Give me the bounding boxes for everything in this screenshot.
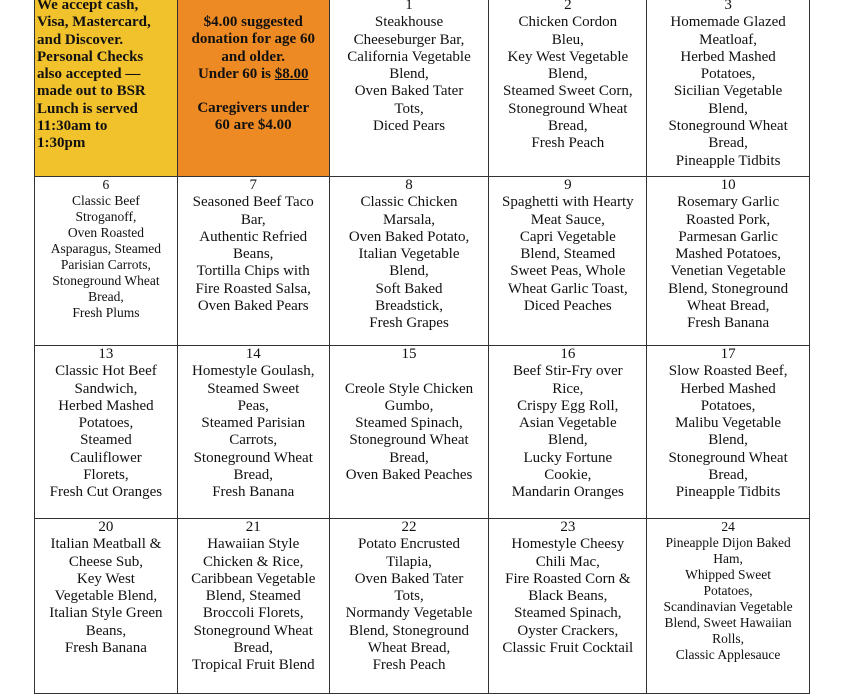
- day-cell-23: [489, 519, 647, 694]
- day-number: 23: [560, 519, 576, 535]
- day-number: 6: [102, 177, 110, 192]
- day-number: 22: [401, 519, 417, 535]
- day-cell-15: [329, 346, 489, 519]
- day-menu: Italian Meatball & Cheese Sub, Key West Vegetable Blend, Italian Style Green Beans, Fresh Banana: [49, 536, 163, 657]
- day-number: 2: [564, 0, 572, 13]
- day-cell-24: [647, 519, 810, 694]
- day-menu: Homestyle Cheesy Chili Mac, Fire Roasted Corn & Black Beans, Steamed Spinach, Oyster Crackers, Classic Fruit Cocktail: [502, 536, 634, 657]
- day-menu: Beef Stir-Fry over Rice, Crispy Egg Roll, Asian Vegetable Blend, Lucky Fortune Cookie, Mandarin Oranges: [511, 363, 624, 501]
- day-menu: Pineapple Dijon Baked Ham, Whipped Sweet Potatoes, Scandinavian Vegetable Blend, Sweet Hawaiian Rolls, Classic Applesauce: [663, 535, 793, 662]
- day-number: 14: [245, 346, 261, 362]
- week-row-1: [35, 0, 810, 177]
- week-row-3: [35, 346, 810, 519]
- day-number: 17: [720, 346, 736, 362]
- day-menu: Seasoned Beef Taco Bar, Authentic Refried Beans, Tortilla Chips with Fire Roasted Salsa, Oven Baked Pears: [192, 194, 314, 315]
- day-number: 7: [249, 177, 257, 193]
- day-cell-20: [35, 519, 178, 694]
- day-number: 1: [405, 0, 413, 13]
- day-menu: Spaghetti with Hearty Meat Sauce, Capri Vegetable Blend, Steamed Sweet Peas, Whole Wheat Garlic Toast, Diced Peaches: [501, 194, 634, 315]
- day-menu: Homemade Glazed Meatloaf, Herbed Mashed Potatoes, Sicilian Vegetable Blend, Stoneground Wheat Bread, Pineapple Tidbits: [668, 14, 788, 169]
- day-cell-22: [329, 519, 489, 694]
- week-row-2: [35, 177, 810, 346]
- day-cell-21: [177, 519, 329, 694]
- day-menu: Rosemary Garlic Roasted Pork, Parmesan Garlic Mashed Potatoes, Venetian Vegetable Blend, Stoneground Wheat Bread, Fresh Banana: [668, 194, 789, 332]
- day-number: 21: [245, 519, 261, 535]
- day-cell-17: [647, 346, 810, 519]
- donation-price: $8.00: [274, 65, 309, 82]
- day-number: 10: [720, 177, 736, 193]
- day-menu: Creole Style Chicken Gumbo, Steamed Spinach, Stoneground Wheat Bread, Oven Baked Peaches: [344, 380, 474, 484]
- day-cell-9: [489, 177, 647, 346]
- day-cell-1: [329, 0, 489, 177]
- day-menu: Steakhouse Cheeseburger Bar, California Vegetable Blend, Oven Baked Tater Tots, Diced Pears: [347, 14, 471, 135]
- menu-calendar: [34, 0, 810, 694]
- day-menu: Hawaiian Style Chicken & Rice, Caribbean Vegetable Blend, Steamed Broccoli Florets, Stoneground Wheat Bread, Tropical Fruit Blend: [191, 536, 316, 674]
- caregiver-info-text: Caregivers under 60 are $4.00: [197, 100, 310, 134]
- day-cell-3: [647, 0, 810, 177]
- day-cell-10: [647, 177, 810, 346]
- day-menu: Slow Roasted Beef, Herbed Mashed Potatoes, Malibu Vegetable Blend, Stoneground Wheat Bread, Pineapple Tidbits: [668, 363, 788, 501]
- day-cell-6: [35, 177, 178, 346]
- day-number: 20: [98, 519, 114, 535]
- day-menu: Chicken Cordon Bleu, Key West Vegetable Blend, Steamed Sweet Corn, Stoneground Wheat Bread, Fresh Peach: [503, 14, 633, 152]
- day-menu: Potato Encrusted Tilapia, Oven Baked Tater Tots, Normandy Vegetable Blend, Stoneground Wheat Bread, Fresh Peach: [345, 536, 473, 674]
- day-cell-13: [35, 346, 178, 519]
- day-cell-8: [329, 177, 489, 346]
- day-cell-16: [489, 346, 647, 519]
- week-row-4: [35, 519, 810, 694]
- donation-info-cell: [177, 0, 329, 177]
- day-number: 9: [564, 177, 572, 193]
- day-number: 8: [405, 177, 413, 193]
- day-number: 24: [721, 519, 735, 534]
- day-number: 3: [724, 0, 732, 13]
- day-menu: Classic Hot Beef Sandwich, Herbed Mashed Potatoes, Steamed Cauliflower Florets, Fresh Cut Oranges: [49, 363, 163, 501]
- payment-info-cell: [35, 0, 178, 177]
- day-cell-14: [177, 346, 329, 519]
- day-cell-2: [489, 0, 647, 177]
- donation-info-text: $4.00 suggested donation for age 60 and older. Under 60 is: [191, 14, 315, 82]
- day-menu: Classic Chicken Marsala, Oven Baked Potato, Italian Vegetable Blend, Soft Baked Breadstick, Fresh Grapes: [348, 194, 470, 332]
- day-menu: Homestyle Goulash, Steamed Sweet Peas, Steamed Parisian Carrots, Stoneground Wheat Bread, Fresh Banana: [191, 363, 315, 501]
- payment-info-text: We accept cash, Visa, Mastercard, and Discover. Personal Checks also accepted — made out to BSR Lunch is served 11:30am to 1:30pm: [37, 0, 151, 152]
- day-number: 16: [560, 346, 576, 362]
- day-menu: Classic Beef Stroganoff, Oven Roasted Asparagus, Steamed Parisian Carrots, Stoneground Wheat Bread, Fresh Plums: [50, 193, 162, 320]
- day-number: 13: [98, 346, 114, 362]
- day-cell-7: [177, 177, 329, 346]
- day-number: 15: [401, 346, 417, 362]
